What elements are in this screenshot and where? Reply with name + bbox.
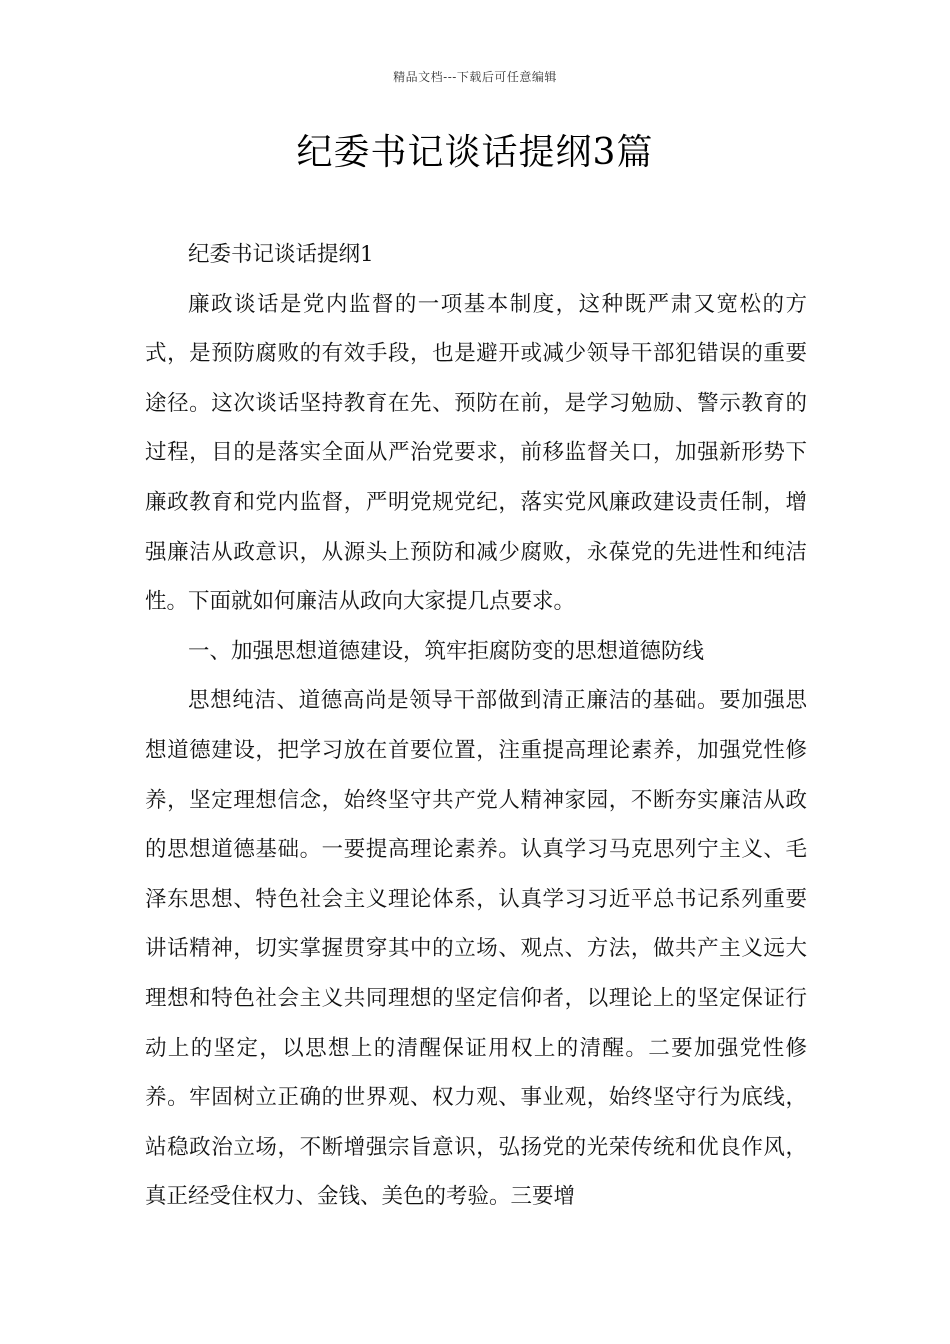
header-note: 精品文档---下载后可任意编辑 xyxy=(393,70,557,84)
document-body xyxy=(145,230,807,1222)
paragraph: 思想纯洁、道德高尚是领导干部做到清正廉洁的基础。要加强思想道德建设，把学习放在首要位置，注重提高理论素养，加强党性修养，坚定理想信念，始终坚守共产党人精神家园，不断夯实廉洁从政的思想道德基础。一要提高理论素养。认真学习马克思列宁主义、毛泽东思想、特色社会主义理论体系，认真学习习近平总书记系列重要讲话精神，切实掌握贯穿其中的立场、观点、方法，做共产主义远大理想和特色社会主义共同理想的坚定信仰者，以理论上的坚定保证行动上的坚定，以思想上的清醒保证用权上的清醒。二要加强党性修养。牢固树立正确的世界观、权力观、事业观，始终坚守行为底线，站稳政治立场，不断增强宗旨意识，弘扬党的光荣传统和优良作风，真正经受住权力、金钱、美色的考验。三要增 xyxy=(145,688,807,1210)
section-subtitle: 纪委书记谈话提纲1 xyxy=(188,242,374,267)
section-heading: 一、加强思想道德建设，筑牢拒腐防变的思想道德防线 xyxy=(188,638,705,664)
paragraph: 廉政谈话是党内监督的一项基本制度，这种既严肃又宽松的方式，是预防腐败的有效手段，也是避开或减少领导干部犯错误的重要途径。这次谈话坚持教育在先、预防在前，是学习勉励、警示教育的过程，目的是落实全面从严治党要求，前移监督关口，加强新形势下廉政教育和党内监督，严明党规党纪，落实党风廉政建设责任制，增强廉洁从政意识，从源头上预防和减少腐败，永葆党的先进性和纯洁性。下面就如何廉洁从政向大家提几点要求。 xyxy=(145,291,807,615)
document-title: 纪委书记谈话提纲3篇 xyxy=(296,132,654,173)
